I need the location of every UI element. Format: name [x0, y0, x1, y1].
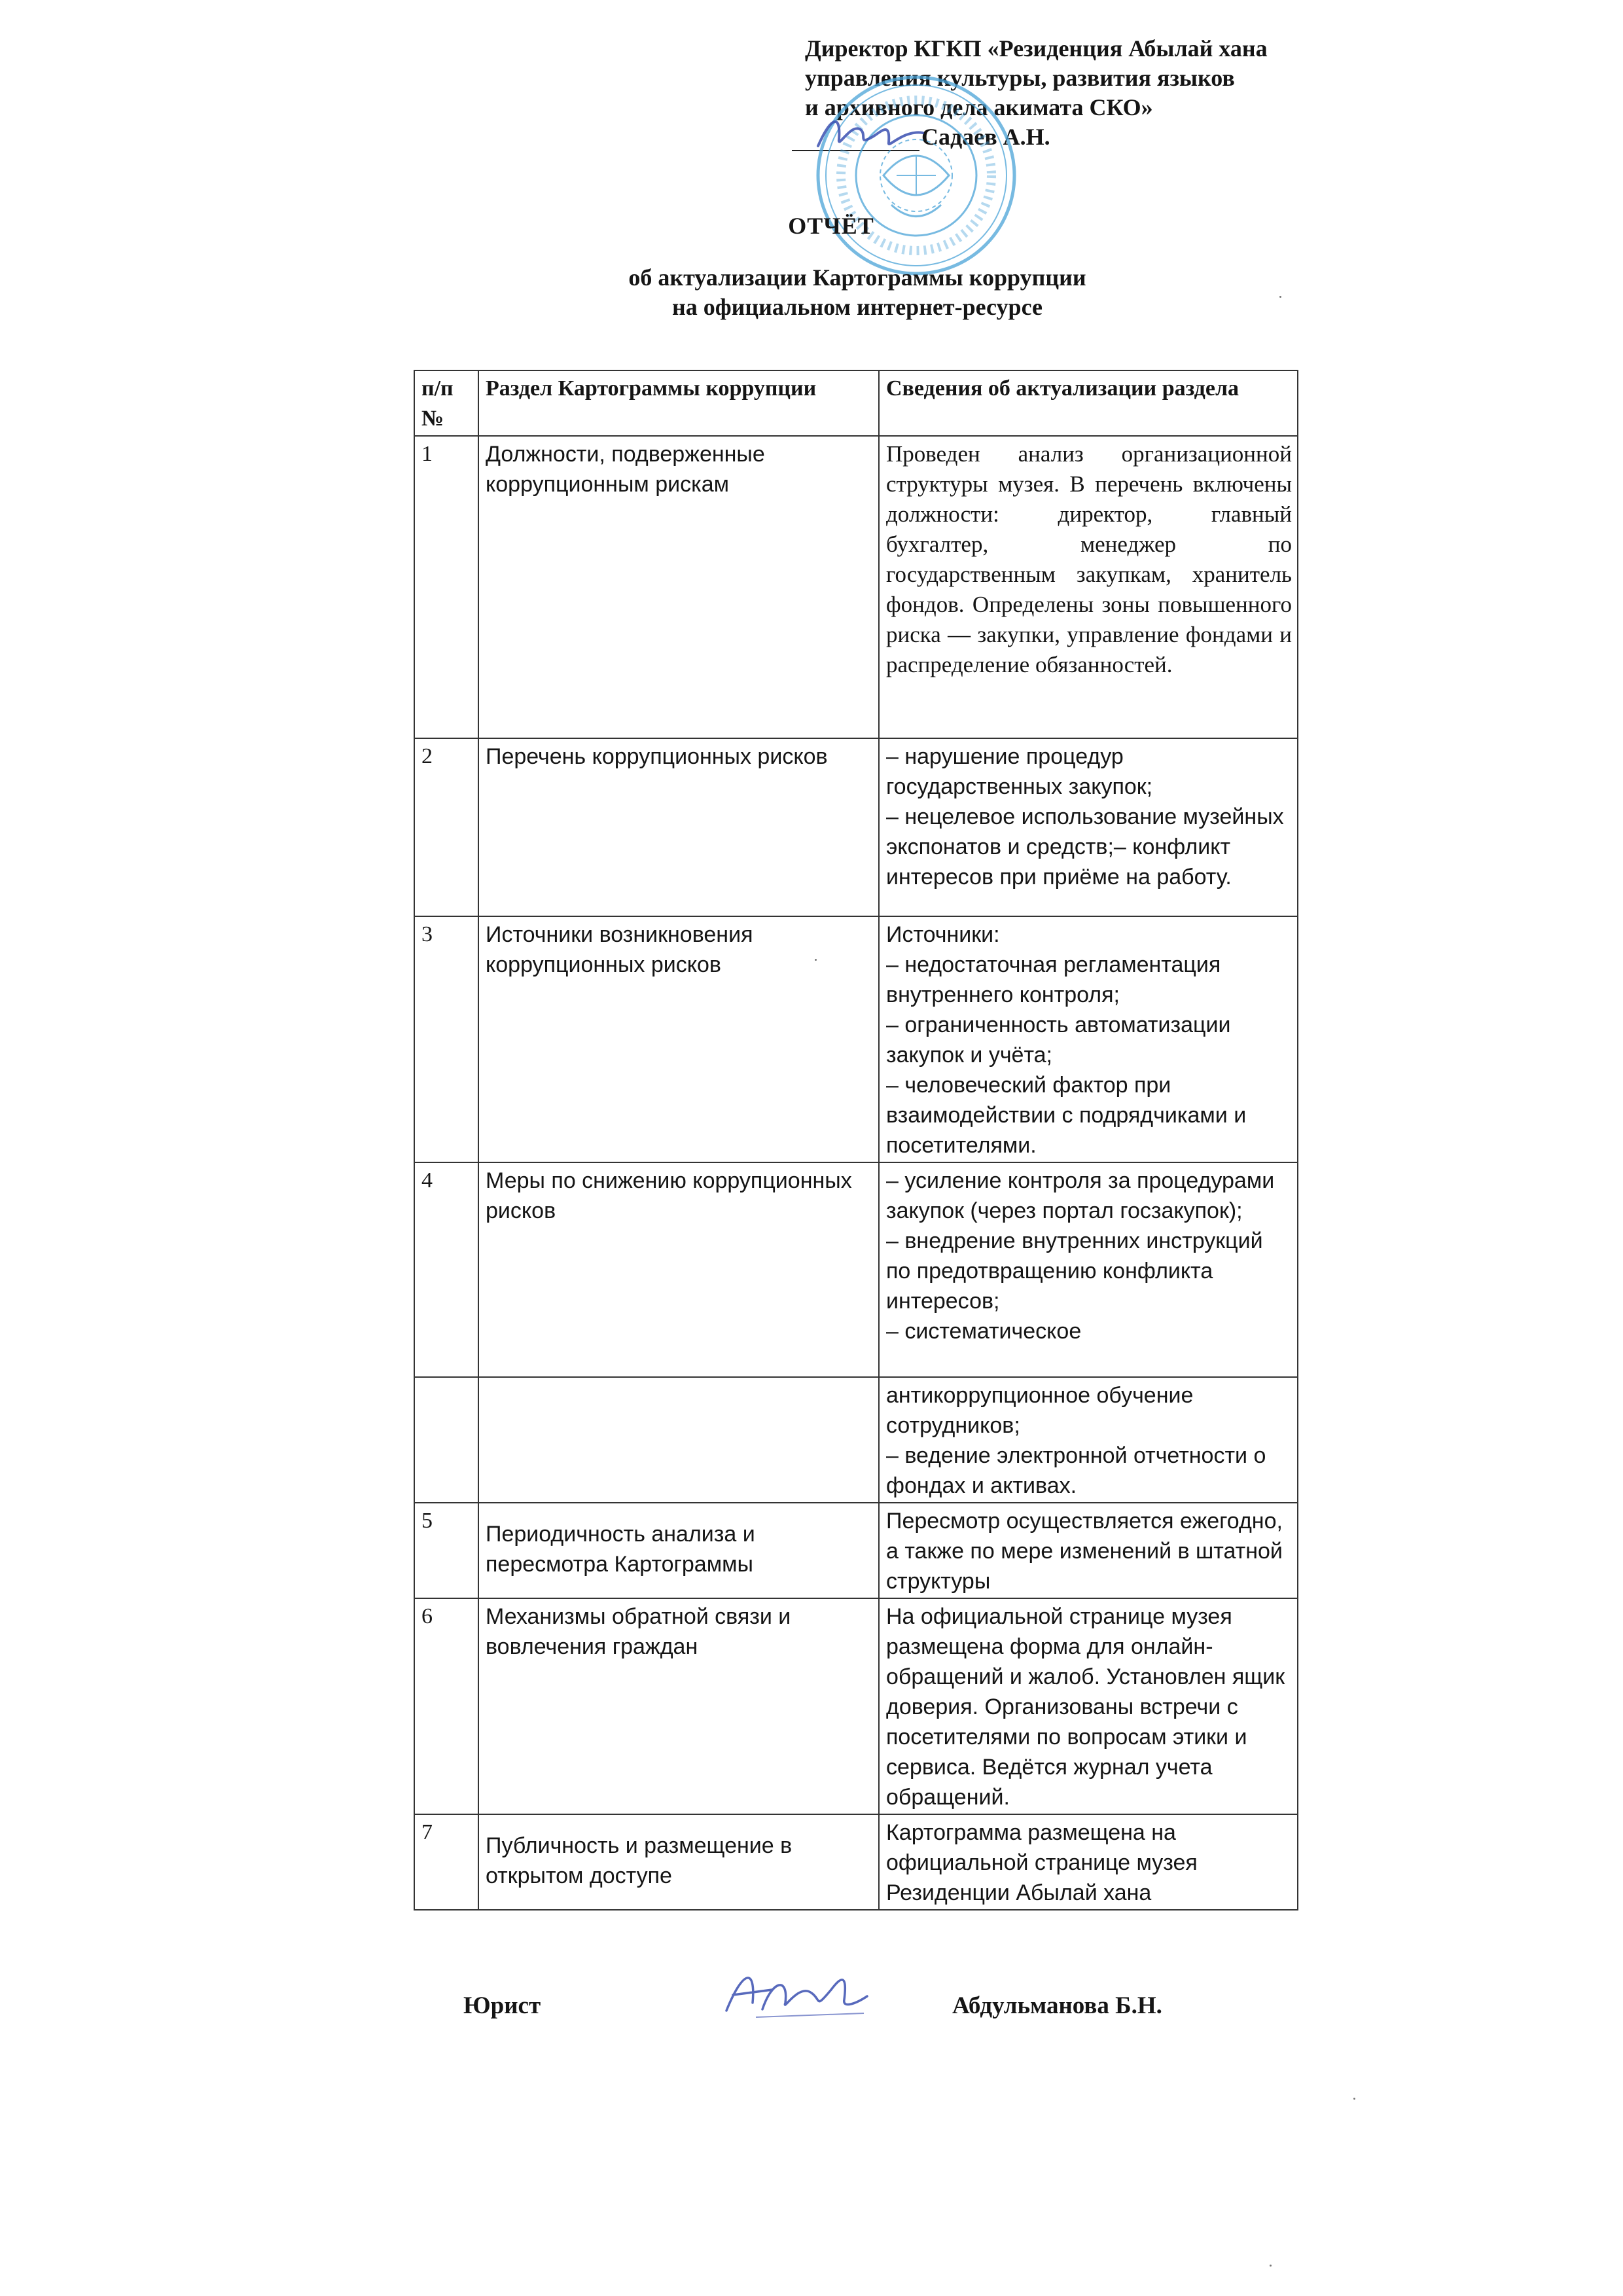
- row-number: 3: [414, 916, 478, 1162]
- row-info: Пересмотр осуществляется ежегодно, а также по мере изменений в штатной структуры: [879, 1503, 1298, 1598]
- director-name: Садаев А.Н.: [921, 124, 1050, 150]
- approval-line-1: Директор КГКП «Резиденция Абылай хана: [805, 35, 1268, 62]
- table-row: [414, 436, 1298, 738]
- info-line: – усиление контроля за процедурами закупок (через портал госзакупок);: [886, 1168, 1275, 1223]
- subtitle-line-2: на официальном интернет-ресурсе: [672, 294, 1043, 320]
- row-number: 7: [414, 1814, 478, 1910]
- lawyer-signature-icon: [717, 1964, 874, 2022]
- table-row: [414, 1377, 1298, 1503]
- row-info: Картограмма размещена на официальной странице музея Резиденции Абылай хана: [879, 1814, 1298, 1910]
- info-line: – ограниченность автоматизации закупок и учёта;: [886, 1013, 1231, 1067]
- row-number: 1: [414, 436, 478, 738]
- info-line: – ведение электронной отчетности о фондах и активах.: [886, 1443, 1266, 1498]
- table-header-row: [414, 370, 1298, 436]
- info-line: – человеческий фактор при взаимодействии с подрядчиками и посетителями.: [886, 1073, 1247, 1158]
- row-info: [879, 1377, 1298, 1503]
- row-section: Публичность и размещение в открытом доступе: [478, 1814, 879, 1910]
- info-line: Источники:: [886, 922, 1000, 947]
- row-number: 6: [414, 1598, 478, 1814]
- table-row: [414, 738, 1298, 916]
- row-section: Меры по снижению коррупционных рисков: [478, 1162, 879, 1377]
- info-line: – нецелевое использование музейных экспонатов и средств;– конфликт интересов при приёме на работу.: [886, 804, 1284, 889]
- row-section: Должности, подверженные коррупционным рискам: [478, 436, 879, 738]
- table-row: [414, 1503, 1298, 1598]
- scan-speck: [815, 959, 817, 961]
- document-subtitle: [589, 263, 1126, 322]
- stamp-icon: [812, 71, 1021, 280]
- row-section: Источники возникновения коррупционных рисков: [478, 916, 879, 1162]
- row-number: 4: [414, 1162, 478, 1377]
- table-row: [414, 1598, 1298, 1814]
- row-number: [414, 1377, 478, 1503]
- footer-name: Абдульманова Б.Н.: [952, 1992, 1162, 2019]
- table-row: [414, 1814, 1298, 1910]
- row-section: Периодичность анализа и пересмотра Картограммы: [478, 1503, 879, 1598]
- info-line: – систематическое: [886, 1319, 1082, 1344]
- scan-speck: [1270, 2265, 1272, 2267]
- header-section: Раздел Картограммы коррупции: [478, 370, 879, 436]
- table-row: [414, 916, 1298, 1162]
- row-info: Проведен анализ организационной структуры музея. В перечень включены должности: директор, главный бухгалтер, менеджер по государственным закупкам, хранитель фондов. Определены зоны повышенного риска — закупки, управление фондами и распределение обязанностей.: [879, 436, 1298, 738]
- info-line: – внедрение внутренних инструкций по предотвращению конфликта интересов;: [886, 1229, 1263, 1314]
- report-table-container: [414, 370, 1297, 1910]
- row-section: [478, 1377, 879, 1503]
- approval-line-3: и архивного дела акимата СКО»: [805, 94, 1153, 120]
- row-info: [879, 916, 1298, 1162]
- info-line: антикоррупционное обучение сотрудников;: [886, 1383, 1194, 1438]
- row-number: 5: [414, 1503, 478, 1598]
- footer-role: Юрист: [463, 1992, 541, 2019]
- document-title: ОТЧЁТ: [788, 213, 874, 239]
- row-info: [879, 738, 1298, 916]
- row-number: 2: [414, 738, 478, 916]
- table-row: [414, 1162, 1298, 1377]
- row-section: Перечень коррупционных рисков: [478, 738, 879, 916]
- report-table: [414, 370, 1298, 1910]
- director-signature-icon: [812, 110, 929, 156]
- scan-speck: [1353, 2098, 1355, 2100]
- row-section: Механизмы обратной связи и вовлечения граждан: [478, 1598, 879, 1814]
- row-info: [879, 1162, 1298, 1377]
- approval-line-2: управления культуры, развития языков: [805, 65, 1235, 91]
- subtitle-line-1: об актуализации Картограммы коррупции: [628, 264, 1086, 291]
- scan-speck: [1279, 296, 1281, 298]
- header-number: п/п №: [414, 370, 478, 436]
- info-line: – нарушение процедур государственных закупок;: [886, 744, 1153, 799]
- info-line: – недостаточная регламентация внутреннего контроля;: [886, 952, 1221, 1007]
- row-info: На официальной странице музея размещена форма для онлайн-обращений и жалоб. Установлен ящик доверия. Организованы встречи с посетителями по вопросам этики и сервиса. Ведётся журнал учета обращений.: [879, 1598, 1298, 1814]
- header-info: Сведения об актуализации раздела: [879, 370, 1298, 436]
